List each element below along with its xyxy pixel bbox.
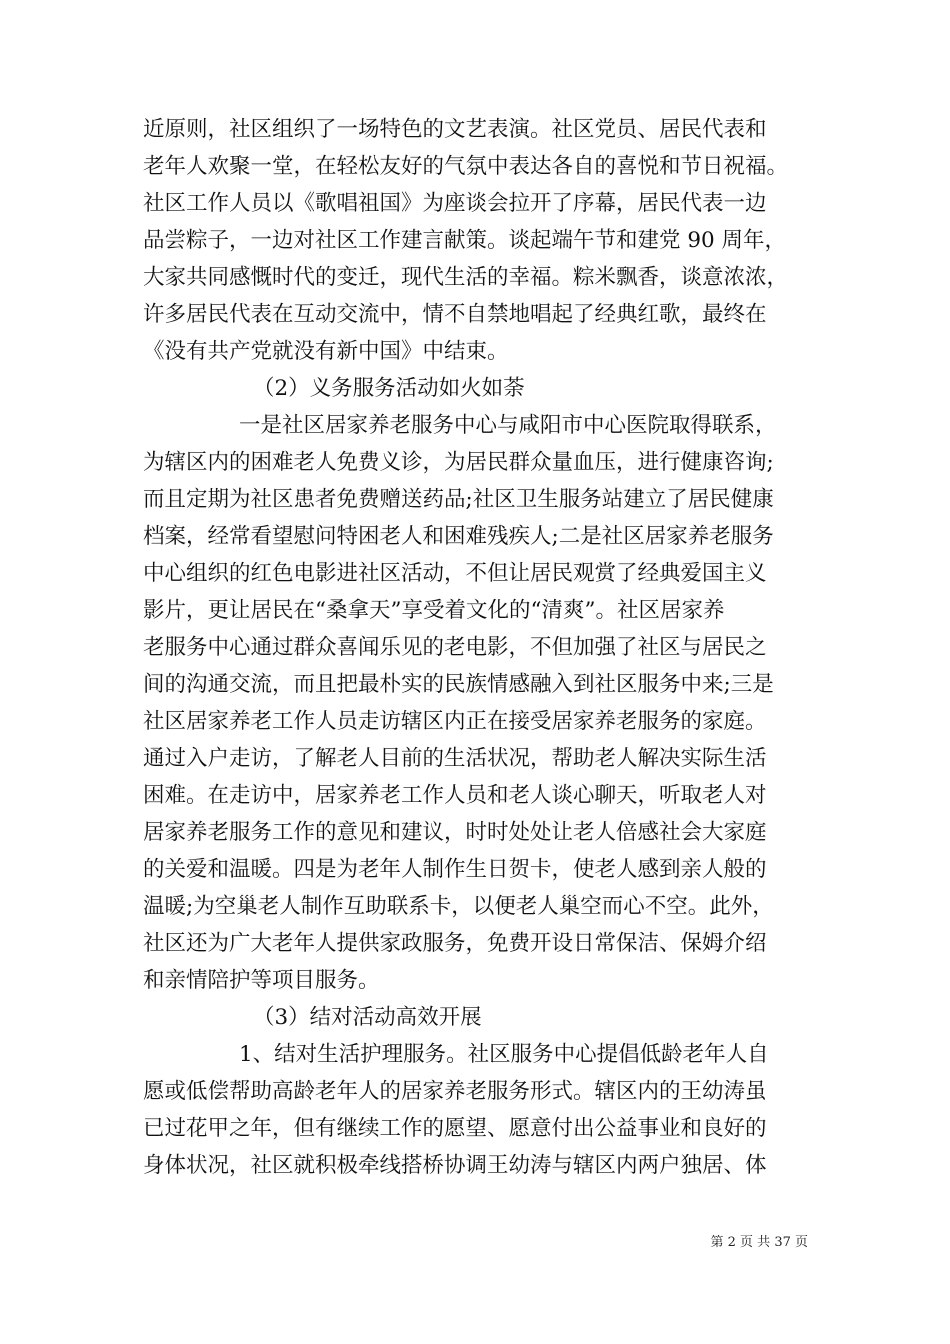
page-number-footer: 第 2 页 共 37 页 [710, 1235, 808, 1250]
section-heading: （2）义务服务活动如火如荼 [253, 376, 525, 401]
text-line: 间的沟通交流，而且把最朴实的民族情感融入到社区服务中来;三是 [143, 672, 774, 697]
paragraph-start: 1、结对生活护理服务。社区服务中心提倡低龄老年人自 [239, 1042, 769, 1067]
text-line: 影片，更让居民在“桑拿天”享受着文化的“清爽”。社区居家养 [143, 598, 725, 623]
text-line: 社区还为广大老年人提供家政服务，免费开设日常保洁、保姆介绍 [143, 931, 767, 956]
text-line: 大家共同感慨时代的变迁，现代生活的幸福。粽米飘香，谈意浓浓， [143, 265, 789, 290]
text-line: 已过花甲之年，但有继续工作的愿望、愿意付出公益事业和良好的 [143, 1116, 767, 1141]
text-line: 为辖区内的困难老人免费义诊，为居民群众量血压，进行健康咨询; [143, 450, 774, 475]
section-heading: （3）结对活动高效开展 [253, 1005, 482, 1030]
document-body [143, 111, 823, 1184]
text-line: 居家养老服务工作的意见和建议，时时处处让老人倍感社会大家庭 [143, 820, 767, 845]
text-line: 温暖;为空巢老人制作互助联系卡，以便老人巢空而心不空。此外， [143, 894, 774, 919]
text-line: 中心组织的红色电影进社区活动，不但让居民观赏了经典爱国主义 [143, 561, 767, 586]
text-line: 《没有共产党就没有新中国》中结束。 [143, 339, 509, 364]
paragraph-start: 一是社区居家养老服务中心与咸阳市中心医院取得联系， [239, 413, 777, 438]
text-line: 社区居家养老工作人员走访辖区内正在接受居家养老服务的家庭。 [143, 709, 767, 734]
text-line: 和亲情陪护等项目服务。 [143, 968, 380, 993]
text-line: 品尝粽子，一边对社区工作建言献策。谈起端午节和建党 90 周年， [143, 228, 787, 253]
text-line: 而且定期为社区患者免费赠送药品;社区卫生服务站建立了居民健康 [143, 487, 774, 512]
text-line: 身体状况，社区就积极牵线搭桥协调王幼涛与辖区内两户独居、体 [143, 1153, 767, 1178]
text-line: 社区工作人员以《歌唱祖国》为座谈会拉开了序幕，居民代表一边 [143, 191, 767, 216]
text-line: 困难。在走访中，居家养老工作人员和老人谈心聊天，听取老人对 [143, 783, 767, 808]
text-line: 老服务中心通过群众喜闻乐见的老电影，不但加强了社区与居民之 [143, 635, 767, 660]
text-line: 近原则，社区组织了一场特色的文艺表演。社区党员、居民代表和 [143, 117, 767, 142]
text-line: 档案，经常看望慰问特困老人和困难残疾人;二是社区居家养老服务 [143, 524, 774, 549]
text-line: 愿或低偿帮助高龄老年人的居家养老服务形式。辖区内的王幼涛虽 [143, 1079, 767, 1104]
text-line: 许多居民代表在互动交流中，情不自禁地唱起了经典红歌，最终在 [143, 302, 767, 327]
text-line: 的关爱和温暖。四是为老年人制作生日贺卡，使老人感到亲人般的 [143, 857, 767, 882]
text-line: 通过入户走访，了解老人目前的生活状况，帮助老人解决实际生活 [143, 746, 767, 771]
text-line: 老年人欢聚一堂，在轻松友好的气氛中表达各自的喜悦和节日祝福。 [143, 154, 789, 179]
